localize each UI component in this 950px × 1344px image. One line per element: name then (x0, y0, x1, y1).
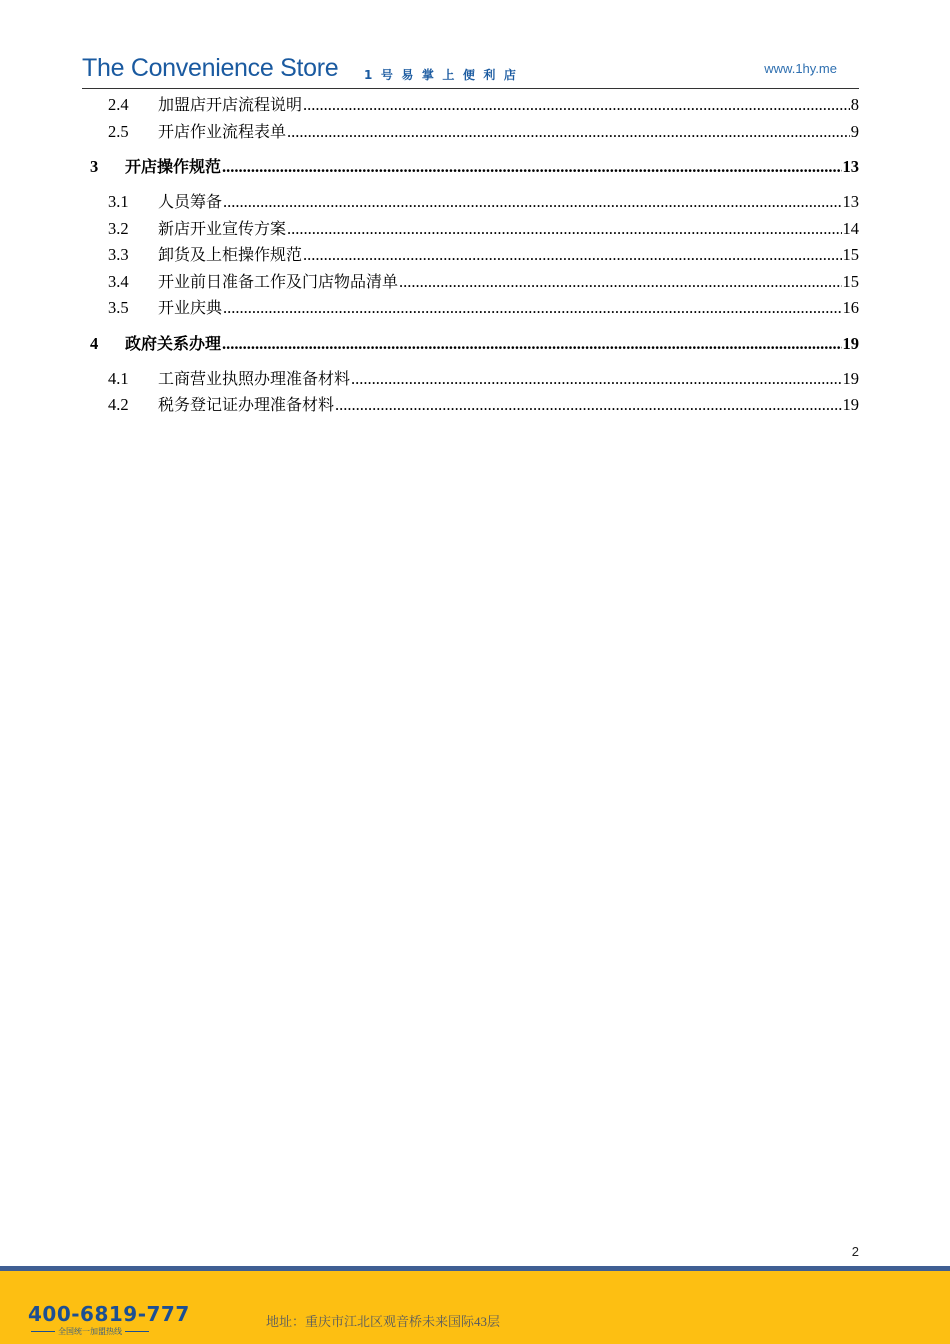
toc-dot-leader (287, 119, 850, 146)
toc-entry-title: 开店作业流程表单 (158, 121, 287, 141)
toc-entry-number: 4.2 (108, 395, 129, 414)
toc-entry-number: 3.4 (108, 271, 129, 291)
toc-section-entry[interactable] (90, 242, 859, 269)
footer-stripe (0, 1266, 950, 1271)
toc-dot-leader (351, 366, 841, 393)
toc-dot-leader (222, 154, 841, 180)
hotline-number: 400-6819-777 (28, 1302, 190, 1326)
toc-dot-leader (223, 189, 841, 216)
toc-dot-leader (303, 92, 850, 119)
toc-entry-page: 19 (842, 333, 859, 353)
toc-entry-number: 3.1 (108, 192, 129, 211)
website-link[interactable]: www.1hy.me (764, 61, 837, 76)
toc-entry-title: 加盟店开店流程说明 (158, 95, 303, 114)
toc-entry-number: 3.3 (108, 245, 129, 264)
toc-section-entry[interactable] (90, 295, 859, 322)
toc-entry-title: 政府关系办理 (125, 333, 222, 353)
table-of-contents (90, 92, 859, 419)
toc-entry-title: 税务登记证办理准备材料 (158, 395, 335, 414)
toc-entry-number: 2.5 (108, 121, 129, 141)
toc-section-entry[interactable] (90, 269, 859, 296)
toc-section-entry[interactable] (90, 366, 859, 393)
toc-entry-title: 工商营业执照办理准备材料 (158, 368, 351, 388)
toc-entry-page: 13 (842, 157, 859, 176)
toc-dot-leader (223, 295, 841, 322)
toc-entry-number: 4.1 (108, 368, 129, 388)
toc-entry-number: 3.2 (108, 218, 129, 238)
footer-address: 地址：重庆市江北区观音桥未来国际43层 (266, 1314, 501, 1329)
page-header (82, 54, 859, 90)
toc-entry-page: 13 (842, 192, 859, 211)
toc-entry-title: 开业庆典 (158, 298, 223, 317)
hotline-caption-text: 全国统一加盟热线 (58, 1327, 122, 1336)
toc-section-entry[interactable] (90, 216, 859, 243)
toc-dot-leader (399, 269, 841, 296)
page-footer (0, 1266, 950, 1344)
toc-dot-leader (303, 242, 841, 269)
hotline-caption (28, 1326, 152, 1337)
toc-entry-page: 16 (842, 298, 859, 317)
brand-logo-text: The Convenience Store (82, 54, 339, 82)
page-number: 2 (851, 1244, 859, 1259)
toc-entry-title: 人员筹备 (158, 192, 223, 211)
toc-section-entry[interactable] (90, 392, 859, 419)
toc-chapter-entry[interactable] (90, 154, 859, 180)
toc-dot-leader (287, 216, 841, 243)
toc-entry-number: 2.4 (108, 95, 129, 114)
toc-entry-number: 4 (90, 333, 99, 353)
toc-entry-title: 开业前日准备工作及门店物品清单 (158, 271, 399, 291)
toc-entry-page: 15 (842, 271, 859, 291)
toc-dot-leader (335, 392, 841, 419)
toc-section-entry[interactable] (90, 119, 859, 146)
toc-entry-title: 卸货及上柜操作规范 (158, 245, 303, 264)
toc-entry-number: 3.5 (108, 298, 129, 317)
toc-entry-number: 3 (90, 157, 99, 176)
toc-entry-page: 15 (842, 245, 859, 264)
toc-entry-page: 14 (842, 218, 859, 238)
toc-entry-title: 开店操作规范 (125, 157, 222, 176)
header-divider (82, 88, 859, 89)
toc-chapter-entry[interactable] (90, 331, 859, 357)
brand-chinese-name: 1号易掌上便利店 (364, 68, 525, 82)
toc-section-entry[interactable] (90, 92, 859, 119)
toc-entry-page: 9 (850, 121, 859, 141)
toc-dot-leader (222, 331, 841, 357)
toc-entry-page: 19 (842, 368, 859, 388)
toc-entry-title: 新店开业宣传方案 (158, 218, 287, 238)
toc-entry-page: 19 (842, 395, 859, 414)
toc-section-entry[interactable] (90, 189, 859, 216)
toc-entry-page: 8 (850, 95, 859, 114)
